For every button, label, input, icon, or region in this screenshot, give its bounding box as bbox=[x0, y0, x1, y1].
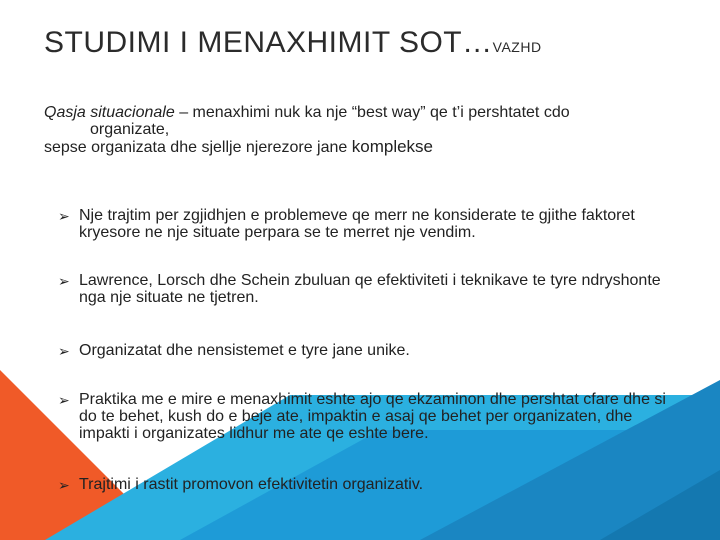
bullet-text: Organizatat dhe nensistemet e tyre jane unike. bbox=[79, 342, 410, 359]
bullet-item bbox=[58, 207, 678, 241]
slide-title-main: STUDIMI I MENAXHIMIT SOT… bbox=[44, 26, 493, 59]
intro-line-2: organizate, bbox=[90, 121, 170, 138]
bullet-item bbox=[58, 476, 678, 493]
arrow-bullet-icon: ➢ bbox=[58, 343, 70, 359]
slide-title-suffix: VAZHD bbox=[492, 39, 542, 55]
arrow-bullet-icon: ➢ bbox=[58, 208, 70, 224]
intro-paragraph bbox=[44, 104, 704, 156]
intro-line-3 bbox=[44, 138, 704, 156]
intro-lead-term: Qasja situacionale bbox=[44, 104, 175, 121]
bullet-item bbox=[58, 391, 678, 442]
bullet-item bbox=[58, 272, 678, 306]
bullet-text: Praktika me e mire e menaxhimit eshte ajo qe ekzaminon dhe pershtat cfare dhe si do te behet, kush do e beje ate, impaktin e asaj qe behet per organizaten, dhe impakti i organizates lidhur me ate qe eshte bere. bbox=[79, 391, 666, 442]
slide-title bbox=[44, 26, 542, 60]
arrow-bullet-icon: ➢ bbox=[58, 392, 70, 408]
arrow-bullet-icon: ➢ bbox=[58, 477, 70, 493]
intro-line-1 bbox=[44, 104, 704, 121]
intro-line-3-start: sepse organizata dhe sjellje njerezore jane bbox=[44, 139, 352, 156]
intro-line-1-rest: – menaxhimi nuk ka nje “best way” qe t’i pershtatet cdo bbox=[174, 104, 570, 121]
bullet-item bbox=[58, 342, 678, 359]
intro-line-3-end: komplekse bbox=[351, 137, 434, 156]
bullet-text: Trajtimi i rastit promovon efektivitetin organizativ. bbox=[79, 476, 424, 493]
bullet-text: Lawrence, Lorsch dhe Schein zbuluan qe efektiviteti i teknikave te tyre ndryshonte nga nje situate ne tjetren. bbox=[79, 272, 661, 306]
bullet-text: Nje trajtim per zgjidhjen e problemeve qe merr ne konsiderate te gjithe faktoret kryesore ne nje situate perpara se te merret nje vendim. bbox=[79, 207, 635, 241]
arrow-bullet-icon: ➢ bbox=[58, 273, 70, 289]
